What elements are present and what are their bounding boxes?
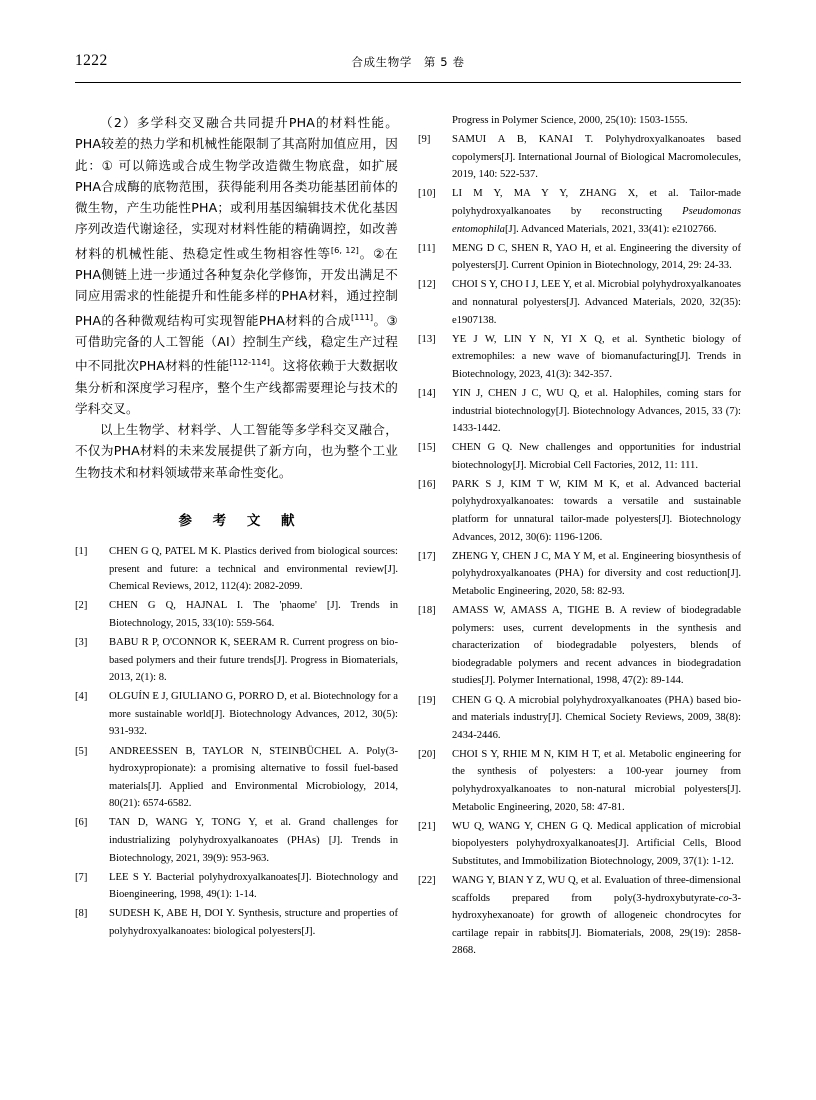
reference-text: MENG D C, SHEN R, YAO H, et al. Engineering the diversity of polyesters[J]. Current Opinion in Biotechnology, 2014, 29: 24-33. — [452, 242, 741, 272]
reference-number: [12] — [418, 279, 436, 291]
reference-entry — [418, 692, 741, 745]
reference-text: CHEN G Q. A microbial polyhydroxyalkanoates (PHA) based bio- and materials industry[J]. Chemical Society Reviews, 2009, 38(8): 2434-2446. — [452, 694, 741, 741]
reference-text: TAN D, WANG Y, TONG Y, et al. Grand challenges for industrializing polyhydroxyalkanoates (PHAs) [J]. Trends in Biotechnology, 2021, 39(9): 953-963. — [109, 817, 398, 864]
reference-text: WU Q, WANG Y, CHEN G Q. Medical application of microbial biopolyesters polyhydroxyalkanoates[J]. Artificial Cells, Blood Substitutes, and Immobilization Biotechnology, 2009, 37(1): 1-12. — [452, 820, 741, 867]
page-number: 1222 — [75, 52, 108, 69]
reference-number: [13] — [418, 333, 436, 345]
reference-text-post: -3-hydroxyhexanoate) for growth of allogeneic chondrocytes for cartilage repair in rabbits[J]. Biomaterials, 2008, 29(19): 2858-2868. — [452, 892, 741, 957]
paragraph-text: 以上生物学、材料学、人工智能等多学科交叉融合，不仅为PHA材料的未来发展提供了新方向，也为整个工业生物技术和材料领域带来革命性变化。 — [75, 422, 398, 480]
reference-entry — [418, 385, 741, 438]
reference-text: CHOI S Y, RHIE M N, KIM H T, et al. Metabolic engineering for the synthesis of polyesters: a 100-year journey from polyhydroxyalkanoates to non-natural microbial polyesters[J]. Metabolic Engineering, 2020, 58: 47-81. — [452, 748, 741, 813]
reference-number: [1] — [75, 546, 88, 558]
reference-number: [15] — [418, 442, 436, 454]
reference-text: CHOI S Y, CHO I J, LEE Y, et al. Microbial polyhydroxyalkanoates and nonnatural polyesters[J]. Advanced Materials, 2020, 32(35): e1907138. — [452, 279, 741, 326]
reference-number: [6] — [75, 817, 88, 829]
reference-text: OLGUÍN E J, GIULIANO G, PORRO D, et al. Biotechnology for a more sustainable world[J]. Biotechnology Advances, 2012, 30(5): 931-932. — [109, 691, 398, 738]
reference-entry — [418, 872, 741, 960]
reference-text — [452, 185, 741, 238]
reference-entry — [75, 597, 398, 632]
reference-entry — [75, 869, 398, 904]
reference-number: [11] — [418, 242, 436, 254]
reference-number: [5] — [75, 745, 88, 757]
reference-text: PARK S J, KIM T W, KIM M K, et al. Advanced bacterial polyhydroxyalkanoates: towards a versatile and sustainable platform for unnatural tailor-made polyesters[J]. Biotechnology Advances, 2012, 30(6): 1196-1206. — [452, 478, 741, 543]
header-divider — [75, 82, 741, 83]
reference-text: CHEN G Q. New challenges and opportunities for industrial biotechnology[J]. Microbial Cell Factories, 2012, 11: 111. — [452, 442, 741, 471]
reference-species-name: co — [718, 892, 729, 904]
reference-number: [10] — [418, 188, 436, 200]
reference-entry — [418, 476, 741, 546]
reference-number: [18] — [418, 605, 436, 617]
paragraph-text: （2）多学科交叉融合共同提升PHA的材料性能。PHA较差的热力学和机械性能限制了其高附加值应用，因此：① 可以筛选或合成生物学改造微生物底盘，如扩展PHA合成酶的底物范围，获得能利用各类功能基团前体的微生物，产生功能性PHA；或利用基因编辑技术优化基因序列改造代谢途径，实现对材料性能的精确调控，如改善材料的机械性能、热稳定性或生物相容性等 — [75, 115, 398, 261]
reference-text-pre: WANG Y, BIAN Y Z, WU Q, et al. Evaluation of three-dimensional scaffolds prepared from poly(3-hydroxybutyrate- — [452, 874, 741, 904]
reference-number: [3] — [75, 637, 88, 649]
reference-entry — [418, 331, 741, 384]
reference-text: BABU R P, O'CONNOR K, SEERAM R. Current progress on bio-based polymers and their future trends[J]. Progress in Biomaterials, 2013, 2(1): 8. — [109, 637, 398, 684]
reference-entry — [75, 634, 398, 687]
reference-text: AMASS W, AMASS A, TIGHE B. A review of biodegradable polymers: uses, current developments in the synthesis and characterization of biodegradable polyesters, blends of biodegradable polymers and recent advances in biodegradation studies[J]. Polymer International, 1998, 47(2): 89-144. — [452, 605, 741, 687]
reference-entry — [75, 743, 398, 813]
reference-entry — [418, 746, 741, 816]
reference-entry — [418, 185, 741, 238]
page-header — [75, 52, 741, 78]
left-column — [75, 112, 398, 942]
reference-entry — [418, 240, 741, 275]
reference-number: [19] — [418, 694, 436, 706]
reference-entry — [75, 688, 398, 741]
reference-number: [20] — [418, 748, 436, 760]
reference-list-left — [75, 543, 398, 941]
reference-list-right — [418, 131, 741, 960]
reference-entry — [418, 818, 741, 871]
body-text-block — [75, 112, 398, 483]
reference-number: [16] — [418, 478, 436, 490]
reference-number: [14] — [418, 387, 436, 399]
reference-text: YE J W, LIN Y N, YI X Q, et al. Synthetic biology of extremophiles: a new wave of biomanufacturing[J]. Trends in Biotechnology, 2023, 41(3): 342-357. — [452, 333, 741, 380]
reference-entry — [418, 439, 741, 474]
reference-entry — [418, 602, 741, 690]
reference-text: ZHENG Y, CHEN J C, MA Y M, et al. Engineering biosynthesis of polyhydroxyalkanoates (PHA) for diversity and cost reduction[J]. Metabolic Engineering, 2020, 58: 82-93. — [452, 550, 741, 597]
body-paragraph — [75, 419, 398, 483]
reference-species-name: Pseudomonas entomophila — [452, 205, 741, 235]
reference-entry — [418, 548, 741, 601]
paragraph-text: 。这将依赖于大数据收集分析和深度学习程序，整个生产线都需要理论与技术的学科交叉。 — [75, 358, 398, 416]
reference-text: ANDREESSEN B, TAYLOR N, STEINBÜCHEL A. Poly(3-hydroxypropionate): a promising alternative to fossil fuel-based materials[J]. Applied and Environmental Microbiology, 2014, 80(21): 6574-6582. — [109, 745, 398, 810]
journal-name: 合成生物学 — [351, 55, 412, 69]
reference-number: [22] — [418, 874, 436, 886]
reference-text — [452, 872, 741, 960]
reference-text-post: [J]. Advanced Materials, 2021, 33(41): e2102766. — [504, 223, 717, 235]
reference-text: SUDESH K, ABE H, DOI Y. Synthesis, structure and properties of polyhydroxyalkanoates: biological polyesters[J]. — [109, 908, 398, 938]
reference-number: [8] — [75, 908, 88, 920]
citation-marker[interactable]: [112-114] — [229, 357, 270, 368]
body-paragraph — [75, 112, 398, 419]
reference-entry — [418, 276, 741, 329]
reference-entry — [75, 905, 398, 940]
reference-number: [17] — [418, 550, 436, 562]
journal-title-line — [75, 54, 741, 70]
reference-entry — [75, 814, 398, 867]
reference-text: CHEN G Q, HAJNAL I. The 'phaome' [J]. Trends in Biotechnology, 2015, 33(10): 559-564. — [109, 600, 398, 629]
reference-number: [21] — [418, 820, 436, 832]
reference-text: YIN J, CHEN J C, WU Q, et al. Halophiles, coming stars for industrial biotechnology[J]. Biotechnology Advances, 2015, 33 (7): 1433-1442. — [452, 387, 741, 435]
reference-text-pre: LI M Y, MA Y Y, ZHANG X, et al. Tailor-made polyhydroxyalkanoates by reconstructing — [452, 188, 741, 217]
reference-number: [7] — [75, 871, 88, 883]
reference-entry — [418, 131, 741, 184]
citation-marker[interactable]: [6, 12] — [330, 244, 359, 255]
right-column — [418, 112, 741, 961]
reference-text: CHEN G Q, PATEL M K. Plastics derived from biological sources: present and future: a technical and environmental review[J]. Chemical Reviews, 2012, 112(4): 2082-2099. — [109, 546, 398, 593]
reference-number: [9] — [418, 134, 431, 146]
journal-volume: 第 5 卷 — [423, 55, 465, 69]
reference-number: [2] — [75, 600, 88, 612]
reference-text: SAMUI A B, KANAI T. Polyhydroxyalkanoates based copolymers[J]. International Journal of Biological Macromolecules, 2019, 140: 522-537. — [452, 134, 741, 181]
reference-text: LEE S Y. Bacterial polyhydroxyalkanoates[J]. Biotechnology and Bioengineering, 1998, 49(1): 1-14. — [109, 871, 398, 901]
reference-number: [4] — [75, 691, 88, 703]
paragraph-text: 。②在PHA侧链上进一步通过各种复杂化学修饰，开发出满足不同应用需求的性能提升和性能多样的PHA材料，通过控制PHA的各种微观结构可实现智能PHA材料的合成 — [75, 245, 398, 328]
reference-continuation: Progress in Polymer Science, 2000, 25(10): 1503-1555. — [452, 115, 688, 126]
references-heading: 参 考 文 献 — [178, 513, 303, 530]
citation-marker[interactable]: [111] — [351, 311, 374, 322]
reference-entry — [75, 543, 398, 596]
paragraph-text: 。③可借助完备的人工智能（AI）控制生产线，稳定生产过程中不同批次PHA材料的性能 — [75, 312, 398, 374]
